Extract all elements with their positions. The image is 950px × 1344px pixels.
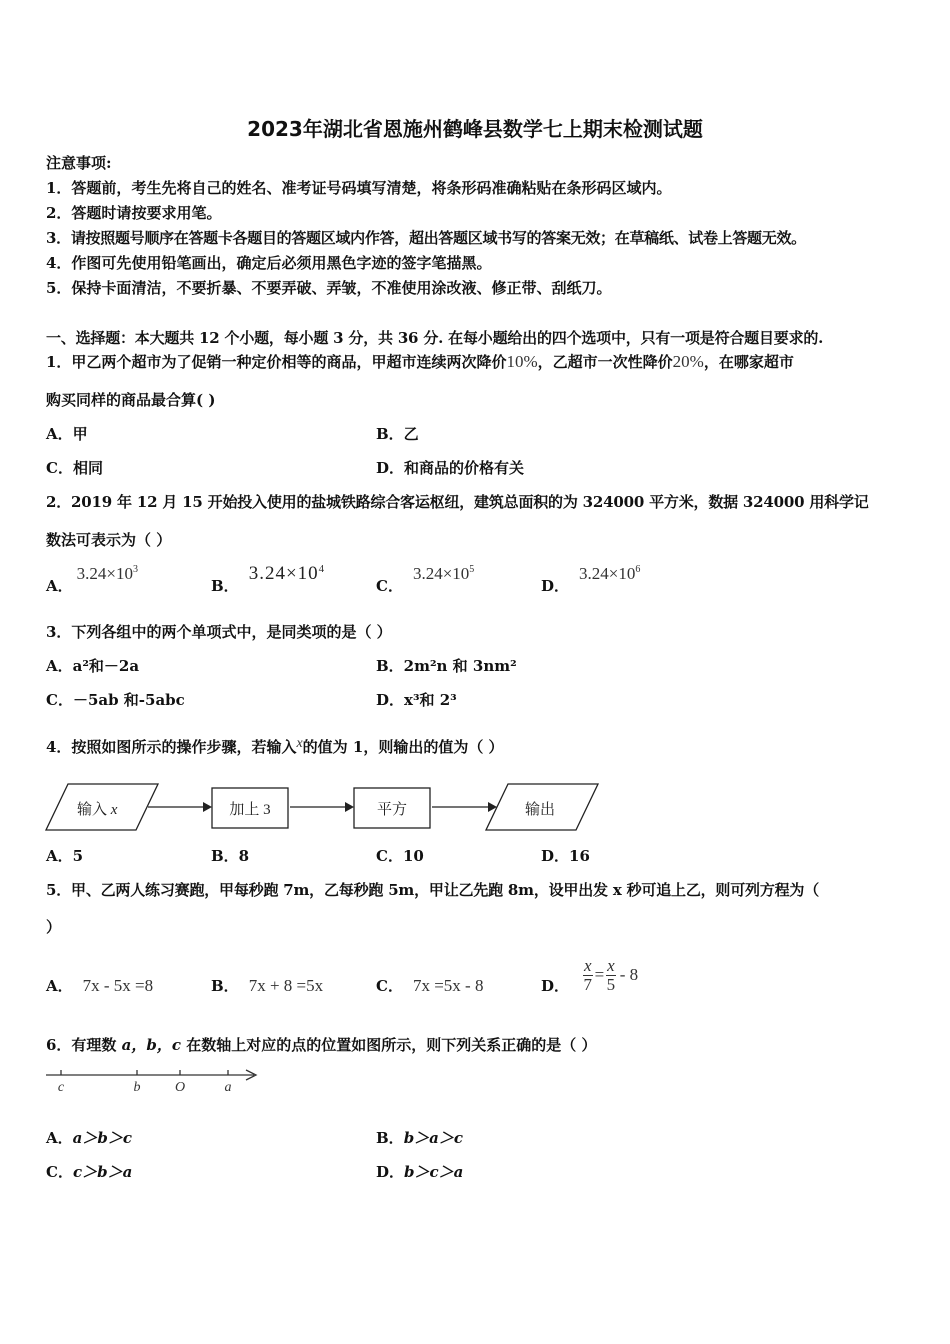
notice-item-2: 2．答题时请按要求用笔。 — [46, 204, 222, 222]
q3-stem: 3．下列各组中的两个单项式中，是同类项的是（ ） — [46, 623, 392, 641]
notice-item-1: 1．答题前，考生先将自己的姓名、准考证号码填写清楚，将条形码准确粘贴在条形码区域内。 — [46, 179, 672, 197]
q6-vars: a，b，c — [121, 1036, 182, 1054]
q6-c-label: C． — [46, 1163, 73, 1181]
q3-option-b: B．2m²n 和 3nm² — [376, 657, 517, 675]
q6-number-line — [40, 1062, 270, 1098]
q1-pct2: 20% — [672, 352, 704, 371]
q6-stem-b: 在数轴上对应的点的位置如图所示，则下列关系正确的是（ ） — [181, 1036, 597, 1054]
q3-option-a: A．a²和－2a — [46, 657, 140, 675]
q2-option-d — [541, 563, 641, 595]
q1-option-b: B．乙 — [376, 425, 419, 443]
q1-stem — [46, 351, 794, 372]
q2-option-c — [376, 563, 475, 595]
q2-b-base: 3.24×10 — [248, 563, 319, 584]
q3-option-c: C．－5ab 和-5abc — [46, 691, 185, 709]
q6-option-c — [46, 1161, 132, 1182]
q2-d-base: 3.24×10 — [579, 564, 636, 583]
q4-flowchart — [40, 778, 610, 838]
q1-stem-a: 1．甲乙两个超市为了促销一种定价相等的商品，甲超市连续两次降价 — [46, 353, 507, 371]
q2-c-base: 3.24×10 — [412, 564, 470, 583]
q2-c-exp: 5 — [469, 564, 475, 575]
notice-heading: 注意事项: — [46, 154, 112, 172]
q2-c-label: C． — [376, 577, 403, 595]
q1-stem-b: ，乙超市一次性降价 — [537, 353, 673, 371]
flow-input-text: 输入 x — [77, 802, 118, 818]
q1-stem-line2: 购买同样的商品最合算( ) — [46, 391, 216, 409]
q6-d-label: D． — [376, 1163, 405, 1181]
q5-b-label: B． — [211, 977, 239, 995]
q3-option-d: D．x³和 2³ — [376, 691, 457, 709]
q1-option-d: D．和商品的价格有关 — [376, 459, 525, 477]
q4-option-a: A．5 — [46, 847, 84, 865]
notice-item-3: 3．请按照题号顺序在答题卡各题目的答题区域内作答，超出答题区域书写的答案无效；在草稿纸、试卷上答题无效。 — [46, 229, 806, 247]
q5-option-d — [541, 951, 638, 999]
q2-a-label: A． — [46, 577, 73, 595]
q5-a-label: A． — [46, 977, 73, 995]
q2-option-a — [46, 563, 138, 595]
flow-arrow-2 — [345, 802, 354, 812]
q1-option-a: A．甲 — [46, 425, 88, 443]
q5-stem-line2: ） — [46, 918, 62, 936]
q5-d-eqsign: = — [594, 965, 605, 984]
q5-option-a — [46, 975, 153, 996]
q6-stem — [46, 1034, 596, 1055]
q4-stem — [46, 736, 504, 757]
q1-pct1: 10% — [506, 352, 538, 371]
flow-add-text: 加上 3 — [229, 802, 271, 818]
q2-stem-line2: 数法可表示为（ ） — [46, 531, 172, 549]
q6-a-label: A． — [46, 1129, 73, 1147]
q4-option-b: B．8 — [211, 847, 250, 865]
flow-square-text: 平方 — [376, 802, 408, 818]
q4-option-c: C．10 — [376, 847, 424, 865]
q2-d-exp: 6 — [635, 564, 641, 575]
q2-b-exp: 4 — [318, 563, 325, 575]
axis-label-b: b — [133, 1080, 141, 1095]
q5-d-frac1: $\frac{x}{7}$ — [583, 955, 593, 994]
q6-option-b — [376, 1127, 463, 1148]
q5-c-eq: 7x =5x - 8 — [412, 976, 484, 995]
q6-option-d — [376, 1161, 463, 1182]
q4-stem-b: 的值为 1，则输出的值为（ ） — [302, 738, 504, 756]
q2-a-exp: 3 — [132, 564, 138, 575]
q6-b-label: B． — [376, 1129, 404, 1147]
q5-c-label: C． — [376, 977, 403, 995]
notice-item-5: 5．保持卡面清洁，不要折暴、不要弄破、弄皱，不准使用涂改液、修正带、刮纸刀。 — [46, 279, 612, 297]
q2-b-label: B． — [211, 577, 239, 595]
q1-option-c: C．相同 — [46, 459, 103, 477]
q1-stem-c: ，在哪家超市 — [703, 353, 794, 371]
axis-label-o: O — [174, 1080, 186, 1095]
q5-stem-line1: 5．甲、乙两人练习赛跑，甲每秒跑 7m，乙每秒跑 5m，甲让乙先跑 8m，设甲出发 x 秒可追上乙，则可列方程为（ — [46, 881, 820, 899]
q2-stem-line1: 2．2019 年 12 月 15 开始投入使用的盐城铁路综合客运枢纽，建筑总面积的为 324000 平方米，数据 324000 用科学记 — [46, 493, 869, 511]
q5-a-eq: 7x - 5x =8 — [82, 976, 154, 995]
q6-option-a — [46, 1127, 132, 1148]
q6-a-text: a＞b＞c — [72, 1129, 132, 1147]
q5-option-c — [376, 975, 483, 996]
axis-label-a: a — [224, 1080, 232, 1095]
q6-d-text: b＞c＞a — [404, 1163, 464, 1181]
q6-stem-a: 6．有理数 — [46, 1036, 122, 1054]
q5-d-tail: - 8 — [619, 965, 639, 984]
flow-output-text: 输出 — [524, 802, 556, 818]
q5-b-eq: 7x + 8 =5x — [248, 976, 324, 995]
q5-d-frac2: $\frac{x}{5}$ — [606, 955, 616, 994]
q4-stem-a: 4．按照如图所示的操作步骤，若输入 — [46, 738, 297, 756]
q6-b-text: b＞a＞c — [403, 1129, 464, 1147]
q2-option-b — [211, 563, 325, 595]
page-title: 2023年湖北省恩施州鹤峰县数学七上期末检测试题 — [247, 117, 703, 141]
q2-d-label: D． — [541, 577, 570, 595]
axis-label-c: c — [57, 1080, 65, 1095]
q2-a-base: 3.24×10 — [76, 564, 133, 583]
q6-c-text: c＞b＞a — [72, 1163, 133, 1181]
section-heading: 一、选择题：本大题共 12 个小题，每小题 3 分，共 36 分. 在每小题给出的四个选项中，只有一项是符合题目要求的. — [46, 329, 824, 347]
notice-item-4: 4．作图可先使用铅笔画出，确定后必须用黑色字迹的签字笔描黑。 — [46, 254, 492, 272]
q5-d-label: D． — [541, 976, 570, 995]
q4-option-d: D．16 — [541, 847, 590, 865]
flow-arrow-1 — [203, 802, 212, 812]
q4-var: x — [296, 736, 303, 751]
q5-option-b — [211, 975, 323, 996]
